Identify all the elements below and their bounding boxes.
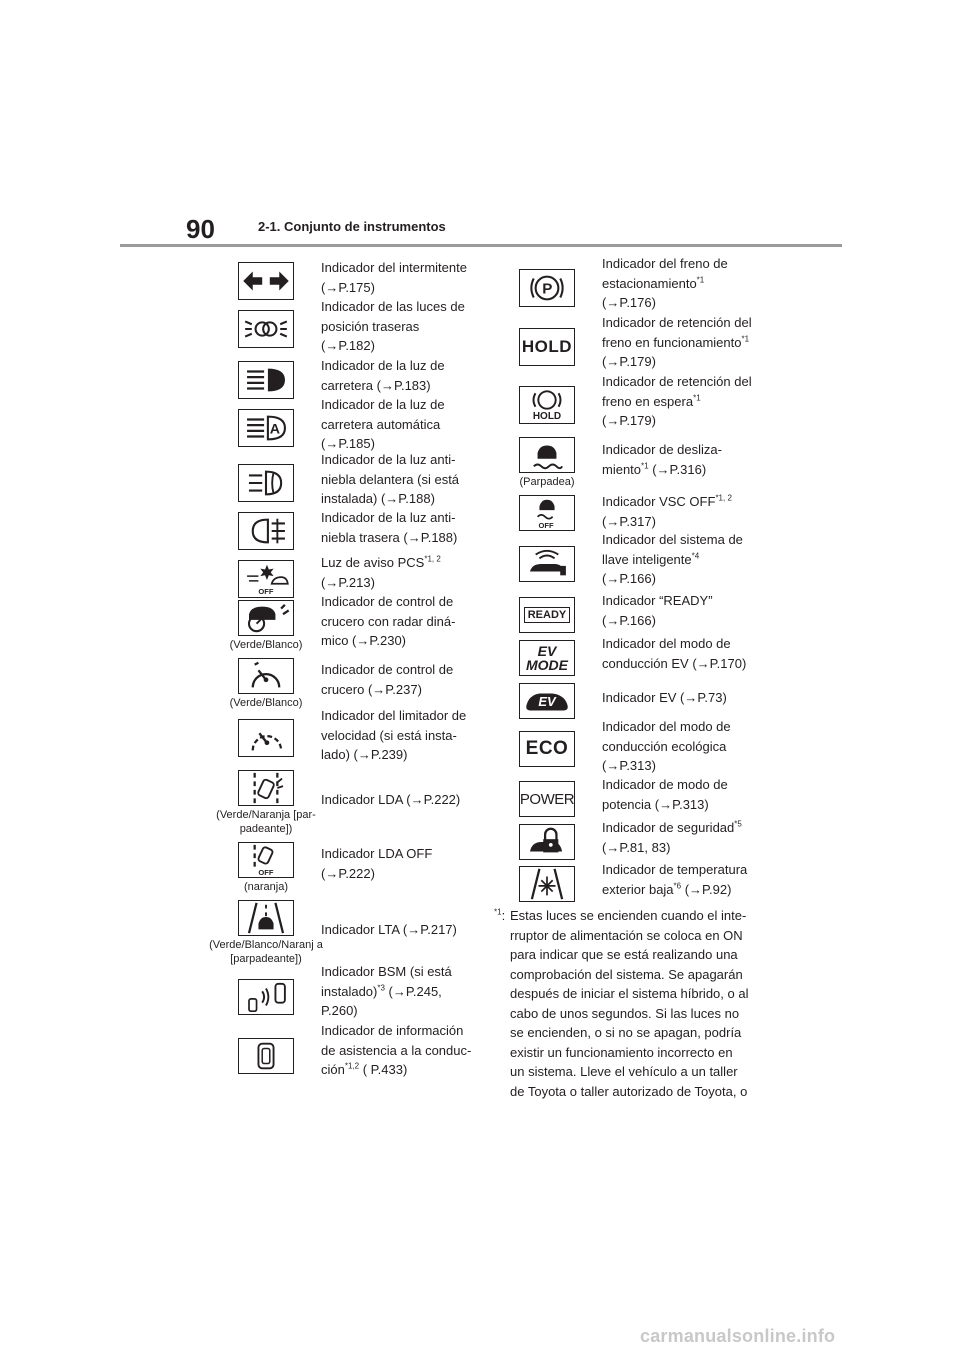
bsm-icon — [238, 979, 294, 1015]
ready-icon — [519, 597, 575, 633]
brake-hold-operated-icon — [519, 328, 575, 366]
high-beam-icon — [238, 361, 294, 399]
turn-signal-arrows-icon — [238, 262, 294, 300]
watermark: carmanualsonline.info — [640, 1326, 836, 1346]
left-item-caption: (Verde/Blanco) — [229, 697, 303, 709]
power-label: POWER — [519, 790, 575, 808]
smart-key-icon — [519, 546, 575, 582]
svg-text:P: P — [542, 280, 553, 298]
brake-hold-label: HOLD — [532, 411, 562, 422]
left-item-text: Indicador de la luz anti- niebla delantera (si está instalada) (→P.188) — [321, 452, 460, 506]
header-rule — [120, 244, 842, 247]
right-item-text: Indicador de modo de potencia (→P.313) — [602, 777, 728, 812]
slip-indicator-icon — [519, 437, 575, 473]
right-item-caption: (Parpadea) — [519, 476, 575, 488]
left-item-text: Indicador de la luz anti- niebla trasera (→P.188) — [321, 510, 458, 545]
radar-cruise-control-icon — [238, 600, 294, 636]
left-item-text: Indicador LTA (→P.217) — [321, 922, 457, 937]
speed-limiter-icon — [238, 719, 294, 757]
left-item-text: Indicador de la luz de carretera automática (→P.185) — [321, 397, 445, 451]
tail-lights-icon — [238, 310, 294, 348]
rear-fog-light-icon — [238, 512, 294, 550]
left-item-text: Indicador del intermitente (→P.175) — [321, 260, 467, 295]
left-item-text: Indicador LDA OFF (→P.222) — [321, 846, 433, 881]
right-item-text: Indicador de retención del freno en funcionamiento$^{*1}$ (→P.179) — [602, 315, 752, 369]
left-item-text: Indicador de las luces de posición traseras (→P.182) — [321, 299, 465, 353]
right-item-text: Indicador de desliza- miento$^{*1}$ (→P.316) — [602, 442, 722, 477]
lda-icon — [238, 770, 294, 806]
left-item-text: Indicador del limitador de velocidad (si está insta- lado) (→P.239) — [321, 708, 467, 762]
right-item-text: Indicador VSC OFF$^{*1, 2}$ (→P.317) — [602, 493, 732, 529]
right-item-text: Indicador del modo de conducción ecológica (→P.313) — [602, 719, 731, 773]
left-item-text: Indicador LDA (→P.222) — [321, 792, 461, 807]
front-fog-light-icon — [238, 464, 294, 502]
eco-label: ECO — [525, 738, 569, 759]
page-number: 90 — [186, 214, 215, 244]
left-item-text: Indicador de control de crucero con radar diná- mico (→P.230) — [321, 594, 456, 648]
svg-text:OFF: OFF — [538, 521, 554, 530]
low-outside-temp-icon — [519, 866, 575, 902]
left-item-caption: (Verde/Blanco) — [229, 639, 303, 651]
section-title: 2-1. Conjunto de instrumentos — [258, 219, 446, 234]
security-icon — [519, 824, 575, 860]
ready-label: READY — [524, 607, 571, 623]
cruise-control-icon — [238, 658, 294, 694]
ev-indicator-icon — [519, 683, 575, 719]
right-item-text: Indicador de temperatura exterior baja$^{*6}$ (→P.92) — [602, 862, 748, 897]
svg-text:OFF: OFF — [258, 868, 274, 877]
right-item-text: Indicador EV (→P.73) — [602, 690, 727, 705]
left-item-text: Indicador de información de asistencia a la conduc- ción$^{*1,2}$ ( P.433) — [321, 1023, 472, 1077]
automatic-high-beam-icon — [238, 409, 294, 447]
right-item-text: Indicador “READY” (→P.166) — [602, 593, 713, 628]
left-item-text: Indicador de la luz de carretera (→P.183) — [321, 358, 445, 393]
footnote-mark: $^{*1}$: — [494, 907, 506, 923]
right-item-text: Indicador del freno de estacionamiento$^{*1}$ (→P.176) — [602, 256, 728, 310]
ev-mode-icon — [519, 640, 575, 676]
right-item-text: Indicador del modo de conducción EV (→P.170) — [602, 636, 747, 671]
eco-mode-icon — [519, 731, 575, 767]
svg-text:A: A — [269, 421, 281, 438]
footnote-text: Estas luces se encienden cuando el inte- rruptor de alimentación se coloca en ON para indicar que se está realizando una comprobación del sistema. Se apagarán después de iniciar el sistema híbrido, o al cabo de unos segundos. Si las luces no se encienden, o si no se apagan, podría existir un funcionamiento incorrecto en un sistema. Lleve el vehículo a un taller de Toyota o taller autorizado de Toyota, o — [510, 908, 749, 1099]
lta-icon — [238, 900, 294, 936]
brake-hold-standby-icon — [519, 386, 575, 424]
vsc-off-icon — [519, 495, 575, 531]
power-mode-icon — [519, 781, 575, 817]
right-item-text: Indicador del sistema de llave inteligente$^{*4}$ (→P.166) — [602, 532, 743, 586]
svg-text:OFF: OFF — [258, 587, 274, 597]
ev-mode-label: EV MODE — [526, 643, 568, 673]
brake-hold-label: HOLD — [521, 337, 573, 356]
driving-assist-info-icon — [238, 1038, 294, 1074]
parking-brake-icon — [519, 269, 575, 307]
ev-label: EV — [538, 693, 556, 709]
left-item-text: Indicador de control de crucero (→P.237) — [321, 662, 454, 697]
right-item-text: Indicador de seguridad$^{*5}$ (→P.81, 83) — [602, 819, 742, 855]
left-item-caption: (Verde/Blanco/Naranj a [parpadeante]) — [209, 939, 323, 965]
right-item-text: Indicador de retención del freno en espera$^{*1}$ (→P.179) — [602, 374, 752, 428]
left-item-caption: (naranja) — [243, 881, 289, 893]
left-item-text: Luz de aviso PCS$^{*1, 2}$ (→P.213) — [321, 554, 441, 590]
left-item-caption: (Verde/Naranja [par- padeante]) — [216, 809, 316, 835]
pcs-warning-icon — [238, 560, 294, 598]
footnote — [494, 906, 760, 1101]
left-item-text: Indicador BSM (si está instalado)$^{*3}$ (→P.245, P.260) — [321, 964, 452, 1018]
lda-off-icon — [238, 842, 294, 878]
